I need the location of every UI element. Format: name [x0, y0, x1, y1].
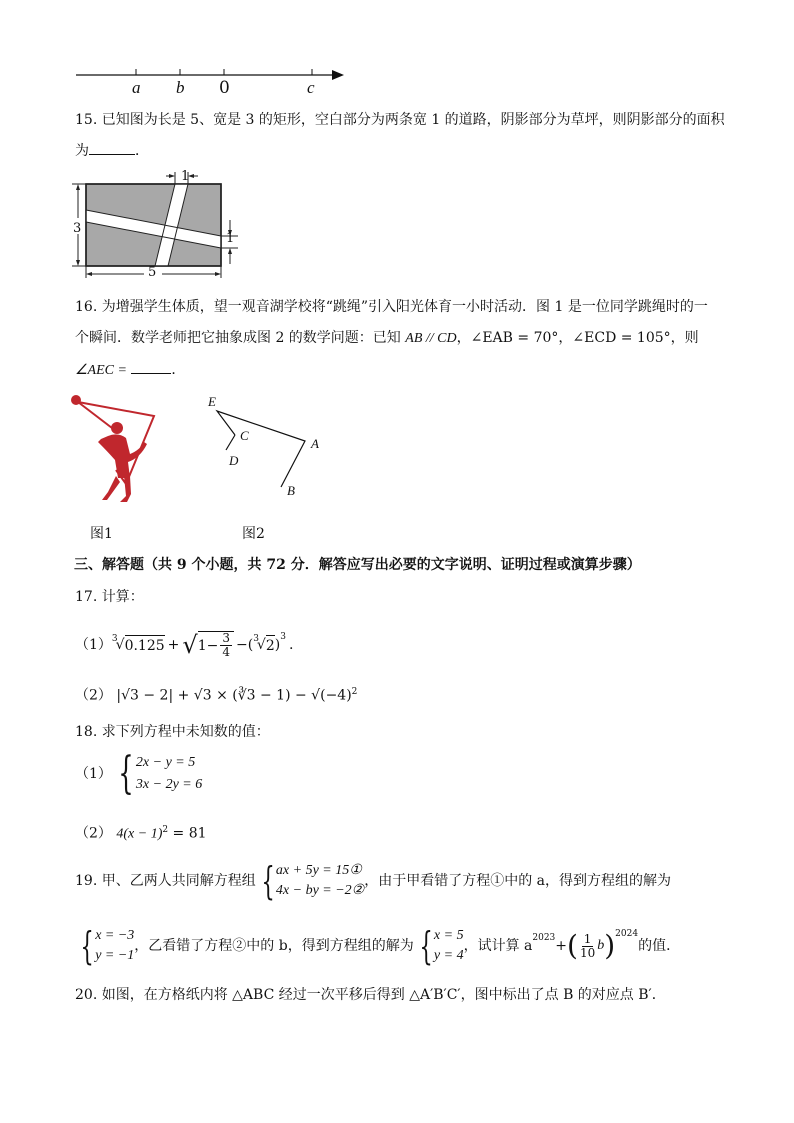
q17-p1-fraction — [220, 632, 232, 659]
q18-p1-label: （1） — [75, 766, 112, 782]
q19-calc-plus: + — [555, 938, 568, 954]
q19-sol2-y: y = 4 — [433, 948, 464, 963]
q18-part2 — [75, 820, 207, 845]
q19-eq1: ax + 5y = 15① — [275, 863, 362, 878]
q18-system — [136, 752, 202, 796]
numberline-label-zero: 0 — [219, 78, 230, 98]
q17-p1-one: 1− — [197, 637, 219, 654]
q15-label-left-3: 3 — [73, 221, 82, 236]
q18-p2-label: （2） — [75, 825, 112, 842]
q18-p2-exp: 2 — [162, 825, 169, 835]
q19-suffix: ，由于甲看错了方程①中的 a，得到方程组的解为 — [364, 873, 672, 889]
q19-calc-num: 1 — [583, 931, 592, 946]
q19-calc-b: b — [597, 938, 605, 953]
q17-p1-num: 3 — [222, 631, 230, 645]
q16-line2-c: ，∠EAB = 70°，∠ECD = 105°，则 — [456, 330, 699, 346]
q16-text-line1: 16. 为增强学生体质，望一观音湖学校将“跳绳”引入阳光体育一小时活动．图 1 是一位同学跳绳时的一 — [75, 299, 708, 315]
q18-part1 — [75, 748, 203, 799]
q17-p2-exp: 2 — [351, 687, 358, 697]
radical-icon: √ — [256, 637, 266, 653]
q19-sol1-x: x = −3 — [95, 928, 135, 943]
paren-close-icon: ) — [604, 929, 616, 962]
q17-p1-label: （1） — [75, 637, 112, 653]
q15-label-right-1: 1 — [226, 231, 235, 246]
q19-line2 — [75, 921, 680, 971]
brace-icon: { — [80, 924, 94, 968]
q17-p2-label: （2） — [75, 687, 112, 704]
q17-p1-cube-index: 3 — [111, 634, 118, 644]
brace-icon: { — [261, 859, 275, 903]
fig2-label-a: A — [311, 436, 319, 451]
q18-eq1: 2x − y = 5 — [135, 755, 196, 770]
q17-p1-end: . — [288, 637, 294, 653]
q19-line1 — [75, 856, 671, 906]
q16-angle-aec: ∠AEC = — [75, 363, 127, 378]
radical-icon: √ — [115, 637, 125, 653]
q19-calc-exp1: 2023 — [532, 933, 556, 943]
numberline-label-a: a — [132, 78, 141, 97]
fig2-label-d: D — [229, 453, 239, 468]
q19-calc-suffix: 的值． — [638, 938, 681, 954]
q17-p2-expr: |√3 − 2| + √3 × (∛3 − 1) − √(−4) — [116, 687, 352, 704]
q15-label-top-1: 1 — [181, 169, 190, 184]
q17-p1-close: ) — [274, 637, 281, 653]
figure-2-caption: 图2 — [242, 526, 265, 542]
q15-text-line1: 15. 已知图为长是 5、宽是 3 的矩形，空白部分为两条宽 1 的道路，阴影部分为草坪，则阴影部分的面积 — [75, 112, 725, 128]
fig2-label-e: E — [208, 394, 216, 409]
q19-sol1-y: y = −1 — [95, 948, 135, 963]
q19-sol2-x: x = 5 — [433, 928, 464, 943]
q19-calc-den: 10 — [579, 945, 596, 960]
q17-part2 — [75, 682, 357, 706]
brace-icon: { — [419, 924, 433, 968]
q18-eq2: 3x − 2y = 6 — [135, 777, 203, 792]
q17-part1 — [75, 628, 293, 662]
fig2-label-c: C — [240, 428, 249, 443]
q17-p1-rest: −( — [235, 637, 254, 653]
q20-text: 20. 如图，在方格纸内将 △ABC 经过一次平移后得到 △A′B′C′，图中标出了点 B 的对应点 B′． — [75, 987, 666, 1003]
q17-p1-plus: + — [167, 637, 180, 653]
q16-text-line2 — [75, 328, 699, 349]
q15-answer-blank[interactable] — [89, 140, 135, 155]
q15-rectangle-figure — [70, 168, 250, 280]
q19-solution2 — [434, 926, 464, 966]
q16-parallel-expr: AB // CD — [405, 331, 457, 346]
q19-mid: ，乙看错了方程②中的 b，得到方程组的解为 — [134, 938, 414, 954]
q15-prefix: 为 — [75, 143, 89, 159]
fig2-label-b: B — [287, 483, 295, 498]
q17-p1-radicand: 0.125 — [125, 635, 165, 656]
q17-title: 17. 计算： — [75, 589, 144, 605]
figure-1-caption: 图1 — [90, 526, 113, 542]
q16-answer-blank[interactable] — [131, 359, 171, 374]
q18-p2-expr: 4(x − 1) — [116, 826, 163, 842]
q15-text-line2: 为 ． — [75, 140, 149, 161]
q17-p1-inner: 2 — [266, 635, 275, 656]
q16-line2-a: 个瞬间．数学老师把它抽象成图 2 的数学问题：已知 — [75, 330, 401, 346]
jump-rope-figure-1 — [68, 392, 163, 507]
q17-p1-sqrt-body — [198, 631, 234, 659]
q19-solution1 — [95, 926, 134, 966]
q17-p1-exp: 3 — [280, 632, 286, 642]
q18-title: 18. 求下列方程中未知数的值： — [75, 724, 270, 740]
radical-icon: √ — [182, 631, 198, 659]
q16-text-line3: ∠AEC = ． — [75, 359, 185, 381]
q18-p2-rhs: = 81 — [168, 825, 207, 842]
q19-calc-fraction — [580, 933, 595, 960]
q19-prefix: 19. 甲、乙两人共同解方程组 — [75, 873, 256, 889]
paren-open-icon: ( — [567, 929, 578, 962]
q19-eq2: 4x − by = −2② — [275, 883, 365, 898]
q15-label-bottom-5: 5 — [148, 265, 157, 280]
q17-p1-den: 4 — [222, 645, 230, 659]
q19-calc-prefix: ，试计算 a — [463, 938, 533, 954]
brace-icon: { — [118, 748, 134, 799]
q17-p1-cube-index2: 3 — [253, 634, 259, 644]
q19-calc-exp2: 2024 — [615, 929, 639, 939]
section-3-heading: 三、解答题（共 9 个小题，共 72 分．解答应写出必要的文字说明、证明过程或演算步骤） — [74, 557, 641, 573]
q19-system — [276, 861, 364, 901]
numberline-label-c: c — [307, 78, 315, 97]
numberline-label-b: b — [176, 78, 185, 97]
